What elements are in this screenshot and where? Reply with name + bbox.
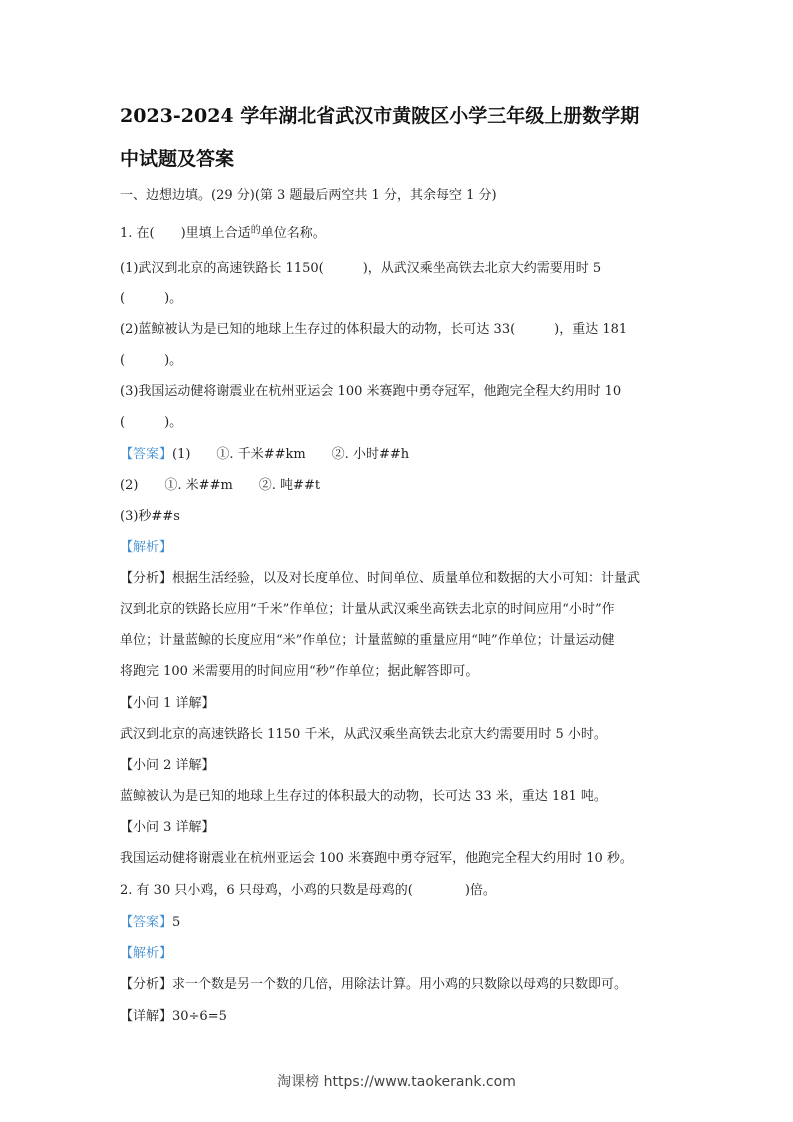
question-1-analysis-line-3: 单位；计量蓝鲸的长度应用“米”作单位；计量蓝鲸的重量应用“吨”作单位；计量运动健 xyxy=(120,633,615,648)
document-title-line-1: 2023-2024 学年湖北省武汉市黄陂区小学三年级上册数学期 xyxy=(120,105,640,127)
question-1-stem-part-b: 单位名称。 xyxy=(260,226,326,241)
question-1-stem-sup: 的 xyxy=(250,225,261,236)
question-1-analysis-line-2: 汉到北京的铁路长应用“千米”作单位；计量从武汉乘坐高铁去北京的时间应用“小时”作 xyxy=(120,602,615,617)
question-1-analysis-line-1: 【分析】根据生活经验，以及对长度单位、时间单位、质量单位和数据的大小可知：计量武 xyxy=(120,571,641,586)
answer-tag: 【答案】 xyxy=(120,447,173,462)
answer-tag: 【答案】 xyxy=(120,915,173,930)
sub-question-2-title: 【小问 2 详解】 xyxy=(120,758,215,773)
question-2-answer xyxy=(120,914,180,932)
question-1-part-1-line-a: (1)武汉到北京的高速铁路长 1150( )，从武汉乘坐高铁去北京大约需要用时 5 xyxy=(120,261,602,276)
document-title-line-2: 中试题及答案 xyxy=(120,148,235,170)
question-1-answer-line-3: (3)秒##s xyxy=(120,509,180,524)
question-1-stem-part-a: 1. 在( )里填上合适 xyxy=(120,226,251,241)
question-1-stem xyxy=(120,225,326,244)
question-1-answer-line-1 xyxy=(120,446,409,464)
sub-question-1-title: 【小问 1 详解】 xyxy=(120,696,215,711)
sub-question-3-title: 【小问 3 详解】 xyxy=(120,820,215,835)
question-2-stem: 2. 有 30 只小鸡，6 只母鸡，小鸡的只数是母鸡的( )倍。 xyxy=(120,883,496,898)
question-1-part-3-line-b: ( )。 xyxy=(120,415,183,430)
sub-question-1-text: 武汉到北京的高速铁路长 1150 千米，从武汉乘坐高铁去北京大约需要用时 5 小时。 xyxy=(120,727,607,742)
watermark-footer: 淘课榜 https://www.taokerank.com xyxy=(277,1074,516,1090)
question-2-detail: 【详解】30÷6=5 xyxy=(120,1009,227,1024)
question-2-analysis-tag: 【解析】 xyxy=(120,946,173,961)
question-1-analysis-tag: 【解析】 xyxy=(120,540,173,555)
sub-question-3-text: 我国运动健将谢震业在杭州亚运会 100 米赛跑中勇夺冠军，他跑完全程大约用时 10 秒。 xyxy=(120,851,633,866)
question-1-part-3-line-a: (3)我国运动健将谢震业在杭州亚运会 100 米赛跑中勇夺冠军，他跑完全程大约用时 10 xyxy=(120,384,622,399)
question-1-part-2-line-b: ( )。 xyxy=(120,353,183,368)
sub-question-2-text: 蓝鲸被认为是已知的地球上生存过的体积最大的动物，长可达 33 米，重达 181 吨。 xyxy=(120,789,607,804)
question-2-analysis: 【分析】求一个数是另一个数的几倍，用除法计算。用小鸡的只数除以母鸡的只数即可。 xyxy=(120,977,628,992)
answer-value: 5 xyxy=(172,915,181,930)
answer-part-1: (1) ①. 千米##km ②. 小时##h xyxy=(172,447,410,462)
question-1-part-2-line-a: (2)蓝鲸被认为是已知的地球上生存过的体积最大的动物，长可达 33( )，重达 181 xyxy=(120,322,628,337)
question-1-answer-line-2: (2) ①. 米##m ②. 吨##t xyxy=(120,478,321,493)
question-1-part-1-line-b: ( )。 xyxy=(120,291,183,306)
section-heading: 一、边想边填。(29 分)(第 3 题最后两空共 1 分，其余每空 1 分) xyxy=(120,188,497,203)
question-1-analysis-line-4: 将跑完 100 米需要用的时间应用“秒”作单位；据此解答即可。 xyxy=(120,664,479,679)
